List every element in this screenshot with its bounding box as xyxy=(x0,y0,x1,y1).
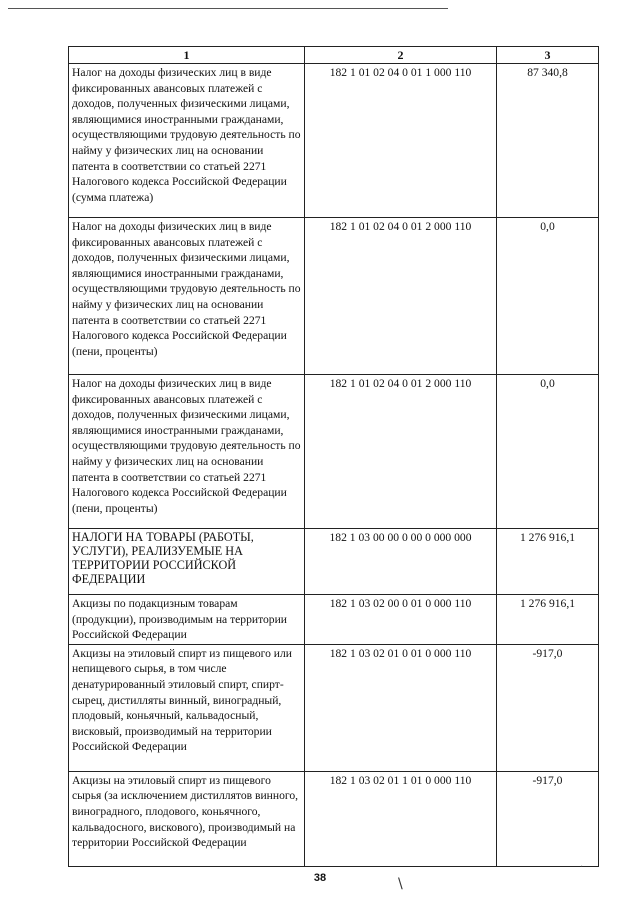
row-amount: -917,0 xyxy=(497,644,599,771)
row-name: Акцизы на этиловый спирт из пищевого сырья (за исключением дистиллятов винного, виноградного, плодового, коньячного, кальвадосного, вискового), производимый на территории Российской Федерации xyxy=(69,771,305,866)
row-code: 182 1 03 00 00 0 00 0 000 000 xyxy=(305,529,497,595)
scan-dot: · xyxy=(580,862,584,873)
row-name: Налог на доходы физических лиц в виде фиксированных авансовых платежей с доходов, полученных физическими лицами, являющимися иностранными гражданами, осуществляющими трудовую деятельность по найму у физических лиц на основании патента в соответствии со статьей 2271 Налогового кодекса Российской Федерации (сумма платежа) xyxy=(69,64,305,218)
row-code: 182 1 01 02 04 0 01 2 000 110 xyxy=(305,218,497,375)
row-amount: 0,0 xyxy=(497,375,599,529)
row-code: 182 1 03 02 00 0 01 0 000 110 xyxy=(305,595,497,645)
table-row xyxy=(69,595,599,645)
table-row xyxy=(69,529,599,595)
header-row xyxy=(69,47,599,64)
revenue-table xyxy=(68,46,599,867)
table-row xyxy=(69,644,599,771)
scan-mark: \ xyxy=(398,876,403,892)
column-header-1: 1 xyxy=(69,47,305,64)
row-amount: 0,0 xyxy=(497,218,599,375)
table-row xyxy=(69,375,599,529)
row-code: 182 1 03 02 01 0 01 0 000 110 xyxy=(305,644,497,771)
table-row xyxy=(69,218,599,375)
row-code: 182 1 01 02 04 0 01 1 000 110 xyxy=(305,64,497,218)
row-name: Акцизы на этиловый спирт из пищевого или непищевого сырья, в том числе денатурированный этиловый спирт, спирт-сырец, дистилляты винный, виноградный, плодовый, коньячный, кальвадосный, висковый, производимый на территории Российской Федерации xyxy=(69,644,305,771)
row-name: Акцизы по подакцизным товарам (продукции), производимым на территории Российской Федерации xyxy=(69,595,305,645)
row-code: 182 1 03 02 01 1 01 0 000 110 xyxy=(305,771,497,866)
column-header-2: 2 xyxy=(305,47,497,64)
top-rule xyxy=(8,8,448,9)
row-amount: 1 276 916,1 xyxy=(497,529,599,595)
row-name: Налог на доходы физических лиц в виде фиксированных авансовых платежей с доходов, полученных физическими лицами, являющимися иностранными гражданами, осуществляющими трудовую деятельность по найму у физических лиц на основании патента в соответствии со статьей 2271 Налогового кодекса Российской Федерации (пени, проценты) xyxy=(69,218,305,375)
row-code: 182 1 01 02 04 0 01 2 000 110 xyxy=(305,375,497,529)
page-number: 38 xyxy=(313,872,327,884)
column-header-3: 3 xyxy=(497,47,599,64)
row-name: Налог на доходы физических лиц в виде фиксированных авансовых платежей с доходов, полученных физическими лицами, являющимися иностранными гражданами, осуществляющими трудовую деятельность по найму у физических лиц на основании патента в соответствии со статьей 2271 Налогового кодекса Российской Федерации (пени, проценты) xyxy=(69,375,305,529)
row-name: НАЛОГИ НА ТОВАРЫ (РАБОТЫ, УСЛУГИ), РЕАЛИЗУЕМЫЕ НА ТЕРРИТОРИИ РОССИЙСКОЙ ФЕДЕРАЦИИ xyxy=(69,529,305,595)
row-amount: -917,0 xyxy=(497,771,599,866)
table-row xyxy=(69,771,599,866)
row-amount: 87 340,8 xyxy=(497,64,599,218)
row-amount: 1 276 916,1 xyxy=(497,595,599,645)
table-row xyxy=(69,64,599,218)
